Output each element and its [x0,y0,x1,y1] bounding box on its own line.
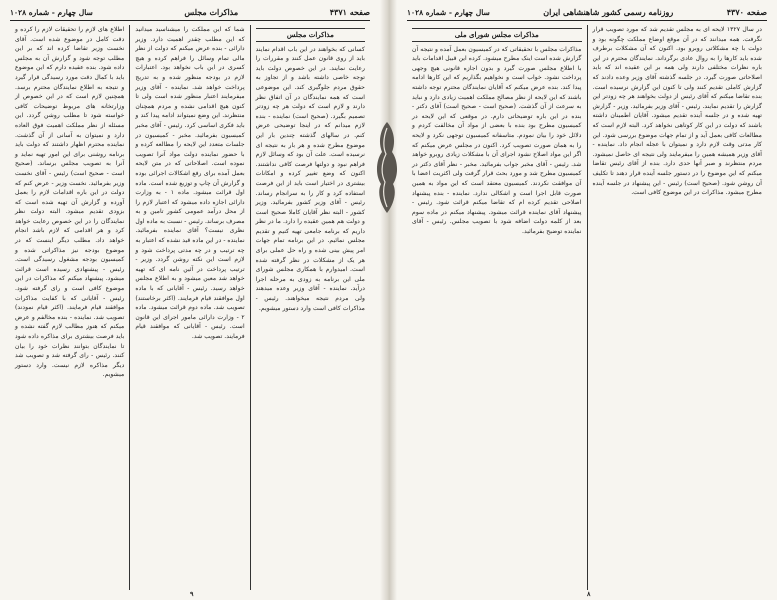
right-page-col-right [588,25,768,590]
right-col-heading: مذاکرات مجلس شورای ملی [412,28,582,42]
right-page-label: صفحه ۴۳۷۰ [726,7,767,17]
left-page-label: صفحه ۴۳۷۱ [329,7,370,17]
left-page-issue: سال چهارم - شماره ۱۰۲۸ [10,7,93,17]
left-col-right-text: کسانی که بخواهند در این باب اقدام نمایند باید از روی قانون عمل کنند و مقررات را رعایت نمایند. در این خصوص دولت باید توجه خاصی داشته باشد و از تجاوز به حقوق مردم جلوگیری کند. این موضوعی است که همه نمایندگان در آن اتفاق نظر دارند و لازم است که دولت هر چه زودتر تصمیم بگیرد. (صحیح است) نماینده - بنده لازم میدانم که در اینجا توضیحی عرض کنم. در سالهای گذشته چندین بار این موضوع مطرح شده و هر بار به نتیجه ای نرسیده است. علت آن بود که وسائل لازم فراهم نبود و دولتها فرصت کافی نداشتند. اکنون که وضع تغییر کرده و امکانات بیشتری در اختیار است باید از این فرصت استفاده کرد و کار را به سرانجام رساند. رئیس - آقای وزیر کشور بفرمائید. وزیر کشور - البته نظر آقایان کاملا صحیح است و دولت هم همین عقیده را دارد. ما در نظر داریم که برنامه جامعی تهیه کنیم و تقدیم مجلس نمائیم. در این برنامه تمام جهات امر پیش بینی شده و راه حل عملی برای هر یک از مشکلات در نظر گرفته شده است. امیدوارم با همکاری مجلس شورای ملی این برنامه به زودی به مرحله اجرا درآید. نماینده - آقای وزیر وعده میدهند ولی مردم نتیجه میخواهند. رئیس - مذاکرات کافی است وارد دستور میشویم. [255,45,365,312]
page-gutter [380,0,397,600]
left-page-columns [10,25,370,590]
left-page [0,0,380,600]
left-col-left-text: اطلاع های لازم را تحقیقات لازم را کرده و دقت کامل در موضوع شده است. آقای نخست وزیر تقاضا کرده اند که بر این مطلب توجه شود و گزارش آن به مجلس داده شود. بنده عقیده دارم که این موضوع باید با کمال دقت مورد رسیدگی قرار گیرد و نتیجه به اطلاع نمایندگان محترم برسد. همچنین لازم است که در این خصوص از وزارتخانه های مربوط توضیحات کافی خواسته شود تا مطلب روشن گردد. این مسئله از نظر مملکت اهمیت فوق العاده دارد و نمیتوان به آسانی از آن گذشت. نماینده محترم اظهار داشتند که دولت باید برنامه روشنی برای این امور تهیه نماید و آنرا به تصویب مجلس برساند. (صحیح است - صحیح است) رئیس - آقای نخست وزیر بفرمائید. نخست وزیر - عرض کنم که دولت در این باره اقدامات لازم را بعمل آورده و گزارش آن تهیه شده است که بزودی تقدیم میشود. البته دولت نظر نمایندگان را در این خصوص رعایت خواهد کرد و هر اقدامی که لازم باشد انجام خواهد داد. مطلب دیگر اینست که در موضوع بودجه نیز مذاکراتی شده و کمیسیون بودجه مشغول رسیدگی است. رئیس - پیشنهادی رسیده است قرائت میشود. پیشنهاد میکنم که مذاکرات در این موضوع کافی است و رای گرفته شود. رئیس - آقایانی که با کفایت مذاکرات موافقند قیام فرمایند. (اکثر قیام نمودند) تصویب شد. نماینده - بنده مخالفم و عرض میکنم که هنوز مطالب لازم گفته نشده و باید فرصت بیشتری برای مذاکره داده شود تا نمایندگان بتوانند نظرات خود را بیان کنند. رئیس - رای گرفته شد و تصویب شد دیگر مذاکره لازم نیست. وارد دستور میشویم. [15,26,125,379]
right-col-right-text: در سال ۱۳۲۷ لایحه ای به مجلس تقدیم شد که مورد تصویب قرار نگرفت. همه میدانند که در آن موقع اوضاع مملکت چگونه بود و دولت با چه مشکلاتی روبرو بود. اکنون که آن مشکلات برطرف شده باید کارها را به روال عادی برگرداند. نمایندگان محترم در این باره نظرات مختلفی دارند ولی همه بر این عقیده اند که باید اصلاحاتی صورت گیرد. در جلسه گذشته آقای وزیر وعده دادند که گزارش کاملی تقدیم کنند ولی تا کنون این گزارش نرسیده است. بنده تقاضا میکنم که آقای رئیس از دولت بخواهند هر چه زودتر این گزارش را تقدیم نمایند. رئیس - آقای وزیر بفرمائید. وزیر - گزارش تهیه شده و در جلسه آینده تقدیم میشود. آقایان اطمینان داشته باشند که دولت در این کار کوتاهی نخواهد کرد. البته لازم است که مطالعات کافی بعمل آید و از تمام جهات موضوع بررسی شود. این کار مدتی وقت لازم دارد و نمیتوان با عجله انجام داد. نماینده - آقای وزیر همیشه همین را میفرمایند ولی نتیجه ای حاصل نمیشود. مردم منتظرند و صبر آنها حدی دارد. بنده از آقای رئیس تقاضا میکنم که این موضوع را در دستور جلسه آینده قرار دهند تا تکلیف آن روشن شود. (صحیح است) رئیس - این پیشنهاد در جلسه آینده مطرح میشود. مذاکرات در این موضوع کافی است. [592,26,762,197]
right-page-columns [407,25,767,590]
left-page-col-middle [130,25,250,590]
left-col-heading: مذاکرات مجلس [256,28,365,42]
right-page [397,0,777,600]
left-page-col-right [251,25,370,590]
left-page-section: مذاکرات مجلس [184,7,239,17]
right-page-folio: ۸ [587,590,591,598]
newspaper-name: روزنامه رسمی کشور شاهنشاهی ایران [543,7,674,17]
right-page-issue: سال چهارم - شماره ۱۰۲۸ [407,7,490,17]
left-page-header [10,6,370,21]
right-page-col-left [407,25,588,590]
right-page-header [407,6,767,21]
right-col-left-text: مذاکرات مجلس با تحقیقاتی که در کمیسیون بعمل آمده و نتیجه آن گزارش شده است اینک مطرح میشود. کرده این قبیل اقدامات باید با اطلاع مجلس صورت گیرد و بدون اجازه قانونی هیچ وجهی پرداخت نشود. خواب است و نخواهیم بگذاریم که این کارها ادامه پیدا کند. بنده عرض میکنم که آقایان نمایندگان محترم توجه داشته باشند که این لایحه از نظر مصالح مملکت اهمیت زیادی دارد و نباید به سرعت از آن گذشت. (صحیح است - صحیح است) آقای دکتر - بنده در این باره توضیحاتی دارم. در موقعی که این لایحه در کمیسیون مطرح بود بنده با بعضی از مواد آن مخالفت کردم و دلائل خود را بیان نمودم. متاسفانه کمیسیون توجهی نکرد و لایحه را به همان صورت تصویب کرد. اکنون در مجلس عرض میکنم که اگر این مواد اصلاح نشود اجرای آن با مشکلات زیادی روبرو خواهد شد. رئیس - آقای مخبر جواب بفرمائید. مخبر - نظر آقای دکتر در کمیسیون مطرح شد و مورد بحث قرار گرفت ولی اکثریت اعضا با آن موافقت نکردند. کمیسیون معتقد است که این مواد به همین صورت قابل اجرا است و اشکالی ندارد. نماینده - بنده پیشنهاد اصلاحی تقدیم کرده ام که تقاضا میکنم قرائت شود. رئیس - پیشنهاد آقای نماینده قرائت میشود. پیشنهاد میکنم در ماده سوم بعد از کلمه دولت اضافه شود با تصویب مجلس. رئیس - آقای نماینده توضیح بفرمائید. [412,45,582,235]
left-page-folio: ۹ [190,590,194,598]
left-page-col-left [10,25,130,590]
left-col-middle-text: شما که این مملکت را میشناسید میدانید که این مطلب چقدر اهمیت دارد. وزیر دارائی - بنده عرض میکنم که دولت از نظر مالی تمام وسائل را فراهم کرده و هیچ کسری در این باب نخواهد بود. اعتبارات لازم در بودجه منظور شده و به تدریج پرداخت خواهد شد. نماینده - آقای وزیر میفرمایند اعتبار منظور شده است ولی تا کنون هیچ اقدامی نشده و مردم همچنان منتظرند. این وضع نمیتواند ادامه پیدا کند و باید فکری اساسی کرد. رئیس - آقای مخبر کمیسیون بفرمائید. مخبر - کمیسیون در جلسات متعدد این لایحه را مطالعه کرده و با حضور نماینده دولت مواد آنرا تصویب نموده است. اصلاحاتی که در متن لایحه بعمل آمده برای رفع اشکالات اجرائی بوده و گزارش آن چاپ و توزیع شده است. ماده اول قرائت میشود. ماده ۱ - به وزارت دارائی اجازه داده میشود که اعتبار لازم را از محل درآمد عمومی کشور تامین و به مصرف برساند. رئیس - نسبت به ماده اول نظری نیست؟ آقای نماینده بفرمائید. نماینده - در این ماده قید نشده که اعتبار به چه ترتیب و در چه مدتی پرداخت شود و لازم است این نکته روشن گردد. وزیر - ترتیب پرداخت در آئین نامه ای که تهیه خواهد شد معین میشود و به اطلاع مجلس خواهد رسید. رئیس - آقایانی که با ماده اول موافقند قیام فرمایند. (اکثر برخاستند) تصویب شد. ماده دوم قرائت میشود. ماده ۲ - وزارت دارائی مامور اجرای این قانون است. رئیس - آقایانی که موافقند قیام فرمایند. تصویب شد. [135,26,245,340]
